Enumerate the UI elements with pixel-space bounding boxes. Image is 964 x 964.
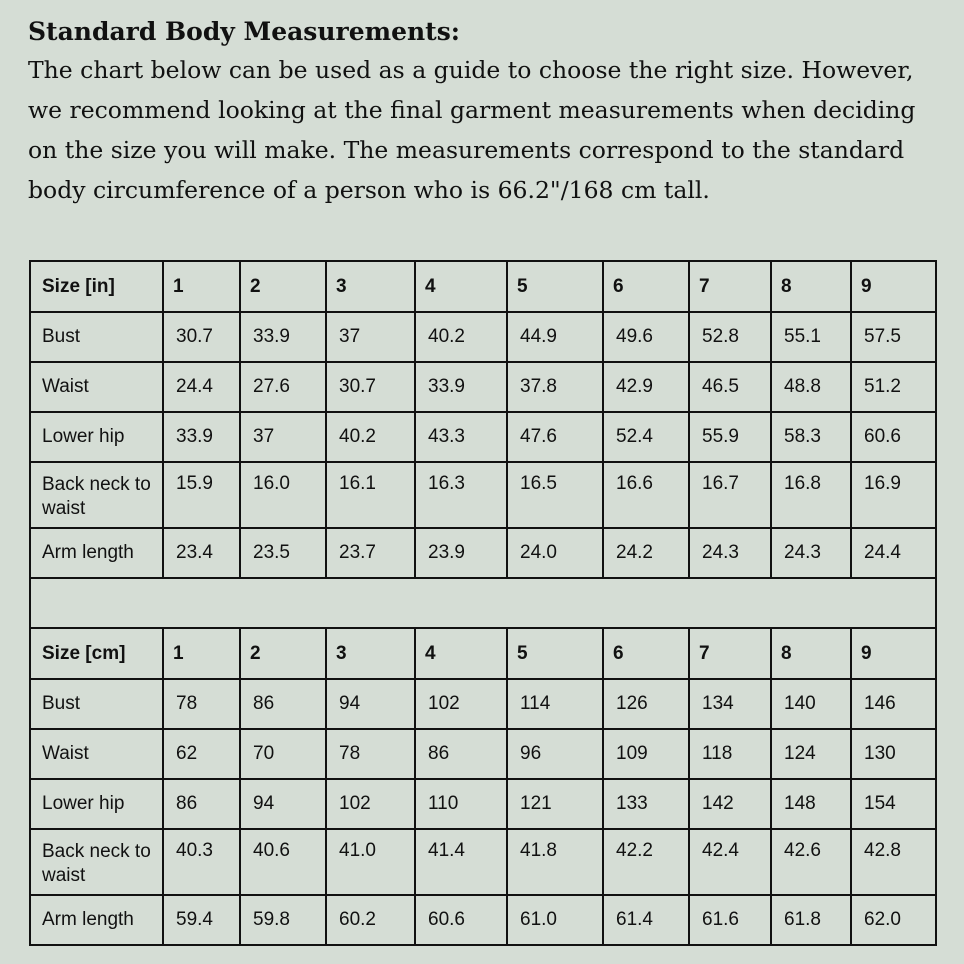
separator-row — [30, 578, 936, 628]
size-header-cm: Size [cm] — [30, 628, 163, 679]
measurement-value: 46.5 — [689, 362, 771, 412]
size-column-header: 3 — [326, 261, 415, 312]
measurement-value: 59.4 — [163, 895, 240, 945]
measurement-value: 47.6 — [507, 412, 603, 462]
measurement-value: 114 — [507, 679, 603, 729]
measurement-value: 42.6 — [771, 829, 851, 895]
measurement-value: 70 — [240, 729, 326, 779]
measurement-value: 41.0 — [326, 829, 415, 895]
measurement-row — [30, 679, 936, 729]
measurement-value: 42.8 — [851, 829, 936, 895]
measurement-value: 55.1 — [771, 312, 851, 362]
measurement-value: 33.9 — [240, 312, 326, 362]
size-column-header: 2 — [240, 628, 326, 679]
measurement-value: 60.6 — [851, 412, 936, 462]
measurement-value: 37 — [240, 412, 326, 462]
intro-paragraph: The chart below can be used as a guide to choose the right size. However, we recommend looking at the final garment measurements when deciding on the size you will make. The measurements correspond to the standard body circumference of a person who is 66.2"/168 cm tall. — [28, 56, 916, 204]
measurement-value: 27.6 — [240, 362, 326, 412]
measurement-value: 37.8 — [507, 362, 603, 412]
measurement-value: 60.2 — [326, 895, 415, 945]
header-row-cm — [30, 628, 936, 679]
size-column-header: 5 — [507, 261, 603, 312]
measurement-row — [30, 528, 936, 578]
measurement-value: 49.6 — [603, 312, 689, 362]
measurement-value: 102 — [326, 779, 415, 829]
measurement-value: 33.9 — [415, 362, 507, 412]
measurement-value: 51.2 — [851, 362, 936, 412]
measurement-value: 42.2 — [603, 829, 689, 895]
measurement-value: 16.9 — [851, 462, 936, 528]
measurement-label: Bust — [30, 312, 163, 362]
measurement-value: 124 — [771, 729, 851, 779]
measurement-value: 142 — [689, 779, 771, 829]
measurement-value: 86 — [415, 729, 507, 779]
measurement-value: 52.4 — [603, 412, 689, 462]
measurement-value: 121 — [507, 779, 603, 829]
measurement-value: 126 — [603, 679, 689, 729]
measurement-value: 96 — [507, 729, 603, 779]
measurement-value: 109 — [603, 729, 689, 779]
measurement-value: 94 — [326, 679, 415, 729]
measurement-value: 16.3 — [415, 462, 507, 528]
measurement-row — [30, 462, 936, 528]
measurement-value: 24.3 — [771, 528, 851, 578]
measurement-value: 62.0 — [851, 895, 936, 945]
measurement-value: 61.0 — [507, 895, 603, 945]
measurement-value: 40.2 — [326, 412, 415, 462]
measurement-value: 52.8 — [689, 312, 771, 362]
size-column-header: 6 — [603, 261, 689, 312]
measurement-row — [30, 729, 936, 779]
size-column-header: 1 — [163, 261, 240, 312]
measurement-value: 24.4 — [163, 362, 240, 412]
measurement-row — [30, 312, 936, 362]
measurement-value: 78 — [326, 729, 415, 779]
measurement-value: 23.4 — [163, 528, 240, 578]
measurement-value: 40.3 — [163, 829, 240, 895]
measurement-label: Bust — [30, 679, 163, 729]
measurement-row — [30, 412, 936, 462]
measurement-label: Waist — [30, 729, 163, 779]
measurement-value: 16.5 — [507, 462, 603, 528]
measurement-row — [30, 362, 936, 412]
measurement-value: 61.8 — [771, 895, 851, 945]
measurement-value: 16.6 — [603, 462, 689, 528]
measurement-value: 43.3 — [415, 412, 507, 462]
measurement-value: 154 — [851, 779, 936, 829]
measurement-value: 134 — [689, 679, 771, 729]
size-column-header: 9 — [851, 261, 936, 312]
measurement-value: 16.8 — [771, 462, 851, 528]
measurement-value: 42.4 — [689, 829, 771, 895]
measurement-value: 23.7 — [326, 528, 415, 578]
measurement-value: 59.8 — [240, 895, 326, 945]
size-column-header: 8 — [771, 628, 851, 679]
size-column-header: 4 — [415, 628, 507, 679]
measurement-value: 24.3 — [689, 528, 771, 578]
measurement-value: 140 — [771, 679, 851, 729]
measurement-value: 24.2 — [603, 528, 689, 578]
measurement-value: 94 — [240, 779, 326, 829]
measurement-label: Waist — [30, 362, 163, 412]
measurement-value: 40.6 — [240, 829, 326, 895]
measurement-value: 37 — [326, 312, 415, 362]
measurement-label: Back neck to waist — [30, 462, 163, 528]
page-title: Standard Body Measurements: — [28, 17, 461, 46]
header-row-in — [30, 261, 936, 312]
measurement-value: 30.7 — [326, 362, 415, 412]
measurement-value: 58.3 — [771, 412, 851, 462]
measurement-value: 62 — [163, 729, 240, 779]
measurement-value: 61.6 — [689, 895, 771, 945]
measurement-label: Arm length — [30, 895, 163, 945]
measurement-row — [30, 779, 936, 829]
measurement-value: 146 — [851, 679, 936, 729]
measurement-value: 130 — [851, 729, 936, 779]
measurement-label: Lower hip — [30, 412, 163, 462]
measurement-value: 86 — [163, 779, 240, 829]
measurement-value: 15.9 — [163, 462, 240, 528]
measurement-value: 110 — [415, 779, 507, 829]
size-column-header: 7 — [689, 628, 771, 679]
measurement-value: 148 — [771, 779, 851, 829]
size-header-in: Size [in] — [30, 261, 163, 312]
measurement-value: 78 — [163, 679, 240, 729]
measurement-value: 60.6 — [415, 895, 507, 945]
measurement-value: 86 — [240, 679, 326, 729]
size-chart-table — [29, 260, 937, 946]
measurement-label: Back neck to waist — [30, 829, 163, 895]
measurement-value: 61.4 — [603, 895, 689, 945]
measurement-value: 133 — [603, 779, 689, 829]
measurement-value: 16.1 — [326, 462, 415, 528]
size-column-header: 5 — [507, 628, 603, 679]
measurement-value: 42.9 — [603, 362, 689, 412]
measurement-label: Arm length — [30, 528, 163, 578]
measurement-value: 24.0 — [507, 528, 603, 578]
measurement-value: 118 — [689, 729, 771, 779]
measurement-value: 40.2 — [415, 312, 507, 362]
size-column-header: 3 — [326, 628, 415, 679]
measurement-value: 102 — [415, 679, 507, 729]
measurement-label: Lower hip — [30, 779, 163, 829]
measurement-value: 41.4 — [415, 829, 507, 895]
size-column-header: 8 — [771, 261, 851, 312]
measurement-row — [30, 829, 936, 895]
size-column-header: 6 — [603, 628, 689, 679]
measurement-value: 55.9 — [689, 412, 771, 462]
measurement-value: 16.0 — [240, 462, 326, 528]
measurement-value: 16.7 — [689, 462, 771, 528]
measurement-value: 30.7 — [163, 312, 240, 362]
size-column-header: 1 — [163, 628, 240, 679]
measurement-row — [30, 895, 936, 945]
measurement-value: 23.9 — [415, 528, 507, 578]
table-separator — [30, 578, 936, 628]
measurement-value: 44.9 — [507, 312, 603, 362]
size-column-header: 4 — [415, 261, 507, 312]
measurement-value: 41.8 — [507, 829, 603, 895]
intro-section — [28, 14, 940, 210]
measurement-value: 57.5 — [851, 312, 936, 362]
measurement-value: 33.9 — [163, 412, 240, 462]
measurement-value: 24.4 — [851, 528, 936, 578]
size-column-header: 2 — [240, 261, 326, 312]
measurement-value: 48.8 — [771, 362, 851, 412]
size-column-header: 9 — [851, 628, 936, 679]
measurement-value: 23.5 — [240, 528, 326, 578]
size-column-header: 7 — [689, 261, 771, 312]
